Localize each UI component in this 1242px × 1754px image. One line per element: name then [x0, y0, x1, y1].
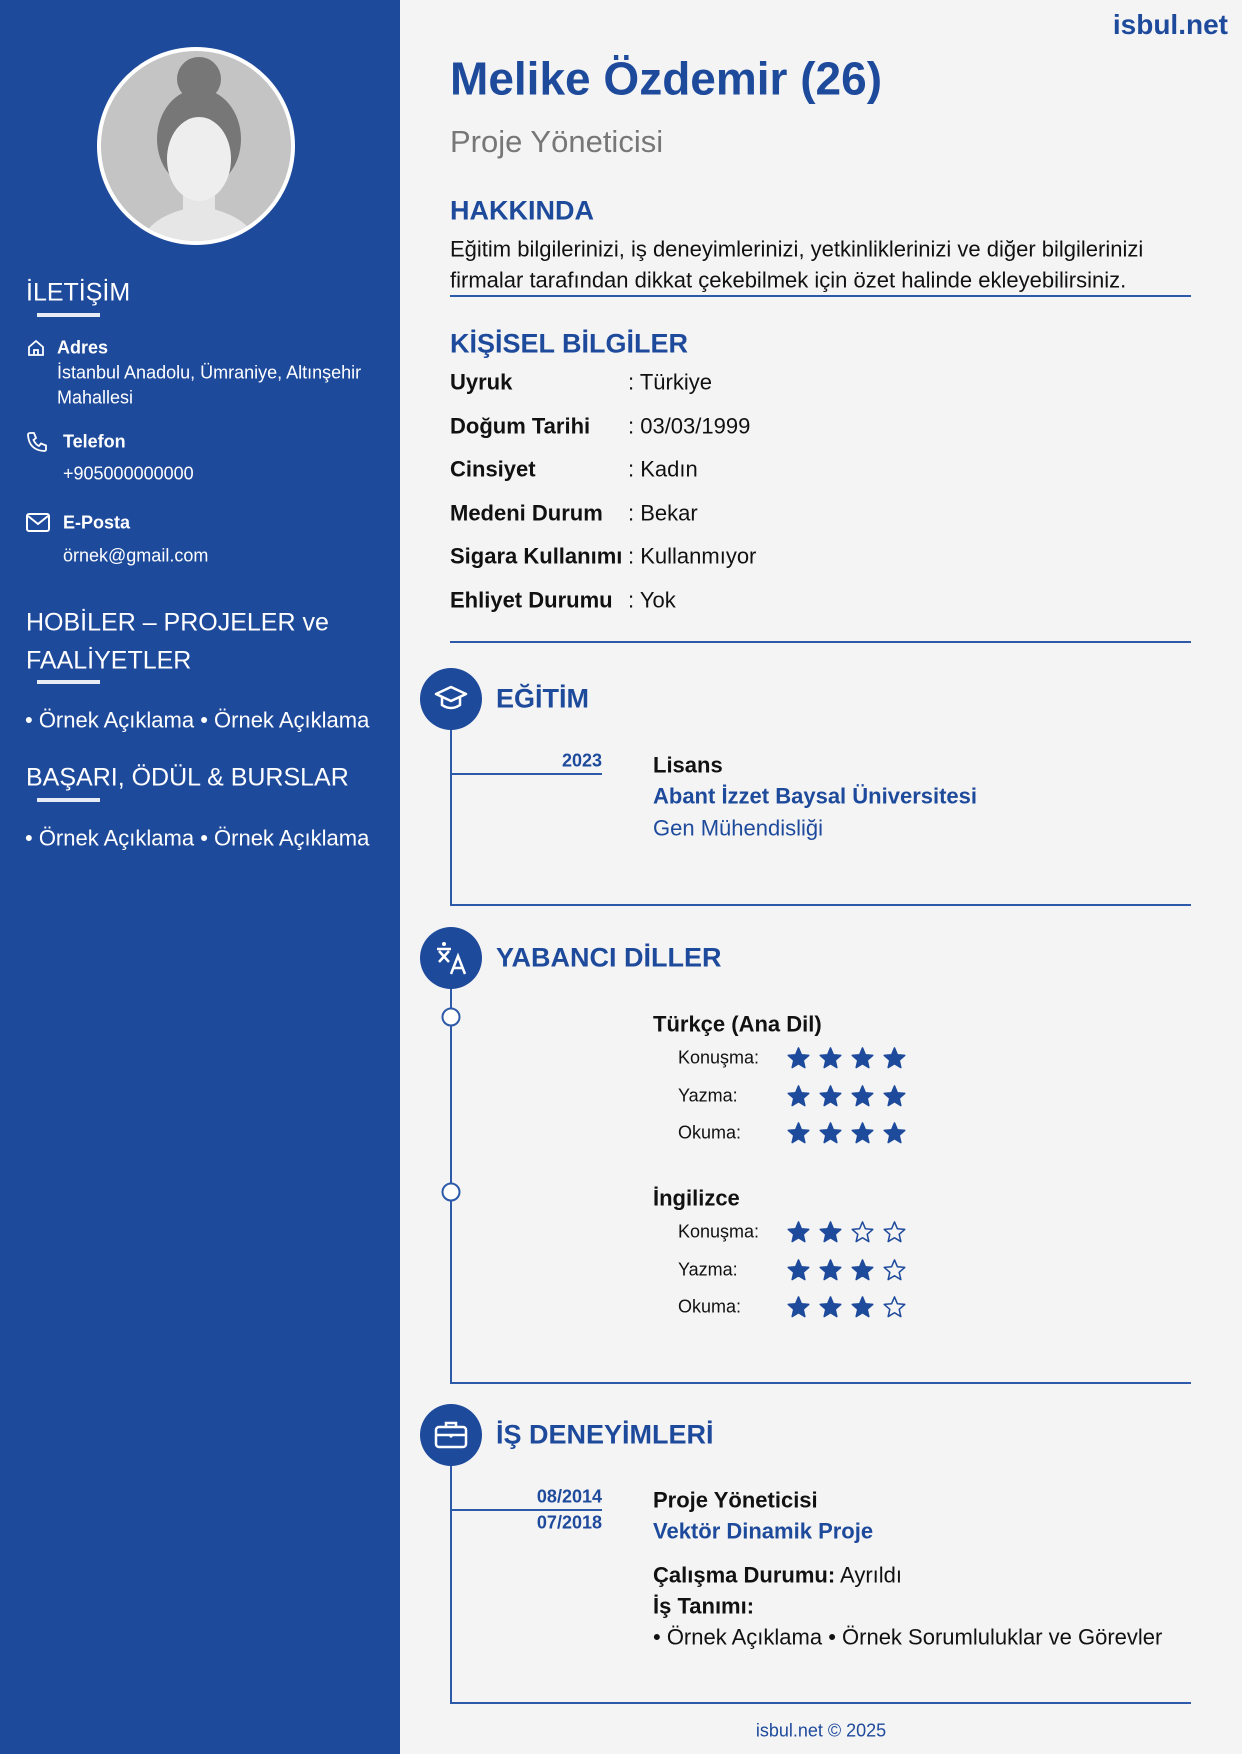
graduation-cap-icon: [434, 684, 468, 714]
star-filled-icon: [787, 1258, 810, 1281]
skill-label: Okuma:: [678, 1296, 742, 1317]
timeline-branch: [450, 773, 602, 775]
education-year: 2023: [561, 750, 602, 771]
star-filled-icon: [819, 1122, 842, 1145]
education-degree: Lisans: [653, 752, 723, 778]
star-empty-icon: [883, 1258, 906, 1281]
status-value: Ayrıldı: [835, 1562, 903, 1588]
candidate-name: Melike Özdemir (26): [450, 52, 883, 105]
personal-label: Ehliyet Durumu: [450, 587, 613, 613]
awards-list: • Örnek Açıklama • Örnek Açıklama: [25, 825, 370, 851]
star-empty-icon: [883, 1296, 906, 1319]
briefcase-icon: [434, 1420, 468, 1450]
awards-title: BAŞARI, ÖDÜL & BURSLAR: [26, 763, 349, 792]
avatar: [97, 47, 295, 245]
email-label: E-Posta: [63, 512, 131, 533]
timeline-line: [450, 1435, 452, 1703]
education-heading: EĞİTİM: [496, 683, 589, 714]
phone-value[interactable]: +905000000000: [63, 463, 194, 484]
languages-badge: [420, 927, 482, 989]
star-filled-icon: [819, 1084, 842, 1107]
experience-badge: [420, 1404, 482, 1466]
about-line1: Eğitim bilgilerinizi, iş deneyimlerinizi, yetkinliklerinizi ve diğer bilgilerinizi: [450, 236, 1144, 262]
hobbies-list: • Örnek Açıklama • Örnek Açıklama: [25, 707, 370, 733]
star-filled-icon: [819, 1047, 842, 1070]
star-filled-icon: [883, 1084, 906, 1107]
skill-label: Yazma:: [678, 1259, 738, 1280]
star-filled-icon: [883, 1047, 906, 1070]
star-filled-icon: [787, 1221, 810, 1244]
star-filled-icon: [883, 1122, 906, 1145]
divider: [37, 680, 100, 684]
divider: [450, 1702, 1191, 1704]
footer: isbul.net © 2025: [755, 1720, 887, 1741]
divider: [450, 904, 1191, 906]
skill-rating: [787, 1084, 906, 1107]
mail-icon: [26, 513, 50, 533]
timeline-branch: [450, 1509, 602, 1511]
contact-title: İLETİŞİM: [26, 278, 131, 307]
star-filled-icon: [851, 1047, 874, 1070]
star-empty-icon: [851, 1221, 874, 1244]
personal-value: : Yok: [628, 587, 676, 613]
skill-rating: [787, 1296, 906, 1319]
timeline-dot: [442, 1008, 461, 1027]
about-line2: firmalar tarafından dikkat çekebilmek için özet halinde ekleyebilirsiniz.: [450, 267, 1127, 293]
address-line1: İstanbul Anadolu, Ümraniye, Altınşehir: [57, 362, 362, 383]
education-badge: [420, 668, 482, 730]
experience-end-date: 07/2018: [536, 1512, 602, 1533]
star-filled-icon: [819, 1221, 842, 1244]
experience-company: Vektör Dinamik Proje: [653, 1518, 874, 1544]
experience-status: [653, 1562, 902, 1587]
personal-value: : Bekar: [628, 500, 698, 526]
address-line2: Mahallesi: [57, 387, 134, 408]
star-filled-icon: [851, 1122, 874, 1145]
education-school: Abant İzzet Baysal Üniversitesi: [653, 783, 978, 809]
personal-label: Doğum Tarihi: [450, 412, 591, 438]
phone-icon: [25, 430, 49, 454]
personal-label: Cinsiyet: [450, 456, 536, 482]
skill-label: Okuma:: [678, 1122, 742, 1143]
star-filled-icon: [819, 1258, 842, 1281]
star-filled-icon: [851, 1296, 874, 1319]
education-department: Gen Mühendisliği: [653, 815, 823, 841]
skill-rating: [787, 1122, 906, 1145]
experience-start-date: 08/2014: [536, 1486, 602, 1507]
skill-label: Yazma:: [678, 1085, 738, 1106]
about-heading: HAKKINDA: [450, 195, 594, 226]
star-filled-icon: [851, 1258, 874, 1281]
timeline-line: [450, 700, 452, 905]
language-name: Türkçe (Ana Dil): [653, 1011, 822, 1037]
star-filled-icon: [851, 1084, 874, 1107]
brand-logo[interactable]: isbul.net: [1112, 8, 1228, 40]
star-filled-icon: [819, 1296, 842, 1319]
star-filled-icon: [787, 1084, 810, 1107]
skill-rating: [787, 1258, 906, 1281]
skill-rating: [787, 1221, 906, 1244]
experience-desc-label: İş Tanımı:: [653, 1593, 755, 1619]
home-icon: [26, 338, 46, 358]
sidebar: [0, 0, 400, 1754]
star-empty-icon: [883, 1221, 906, 1244]
translate-icon: [433, 940, 469, 976]
skill-rating: [787, 1047, 906, 1070]
divider: [450, 1382, 1191, 1384]
divider: [37, 313, 100, 317]
phone-label: Telefon: [63, 431, 126, 452]
language-name: İngilizce: [653, 1185, 740, 1211]
email-value[interactable]: örnek@gmail.com: [63, 545, 209, 566]
star-filled-icon: [787, 1296, 810, 1319]
job-title: Proje Yöneticisi: [450, 124, 664, 160]
personal-label: Uyruk: [450, 369, 513, 395]
experience-heading: İŞ DENEYİMLERİ: [496, 1419, 714, 1450]
address-label: Adres: [57, 337, 109, 358]
divider: [450, 295, 1191, 297]
skill-label: Konuşma:: [678, 1047, 760, 1068]
personal-value: : Kadın: [628, 456, 698, 482]
personal-label: Medeni Durum: [450, 500, 603, 526]
personal-value: : Kullanmıyor: [628, 543, 757, 569]
skill-label: Konuşma:: [678, 1221, 760, 1242]
hobbies-title-2: FAALİYETLER: [26, 646, 192, 675]
personal-heading: KİŞİSEL BİLGİLER: [450, 328, 689, 359]
personal-value: : Türkiye: [628, 369, 712, 395]
experience-desc: • Örnek Açıklama • Örnek Sorumluluklar ve Görevler: [653, 1624, 1163, 1650]
languages-heading: YABANCI DİLLER: [496, 942, 722, 973]
timeline-dot: [442, 1183, 461, 1202]
divider: [450, 641, 1191, 643]
status-label: Çalışma Durumu:: [653, 1562, 836, 1588]
star-filled-icon: [787, 1047, 810, 1070]
personal-label: Sigara Kullanımı: [450, 543, 623, 569]
experience-position: Proje Yöneticisi: [653, 1487, 818, 1513]
hobbies-title: HOBİLER – PROJELER ve: [26, 608, 329, 637]
star-filled-icon: [787, 1122, 810, 1145]
divider: [37, 798, 100, 802]
personal-value: : 03/03/1999: [628, 412, 751, 438]
